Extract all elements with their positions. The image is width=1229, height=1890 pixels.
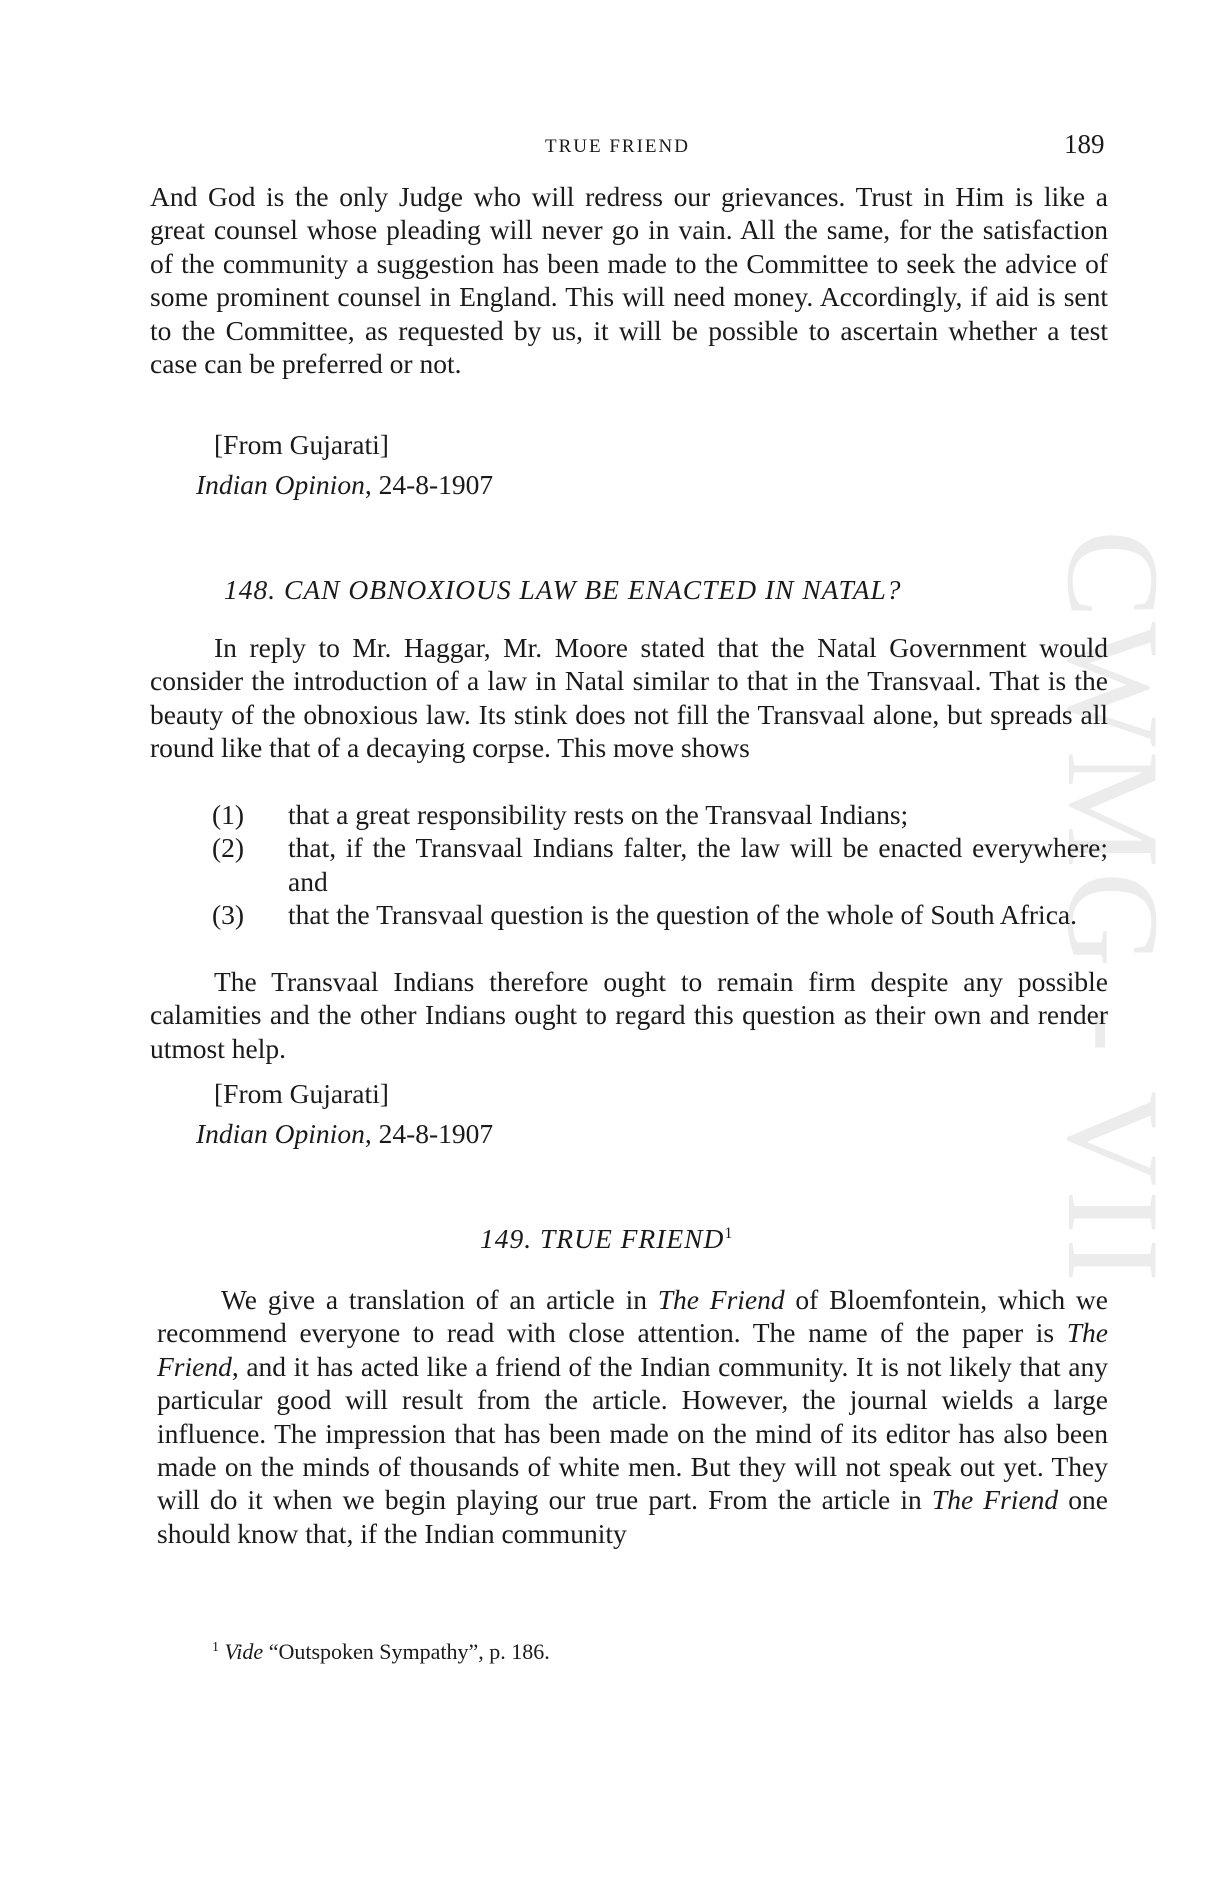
article-148-closing: The Transvaal Indians therefore ought to remain firm despite any possible calamities and the other Indians ought to regard this question as their own and render utmost help. bbox=[150, 966, 1108, 1064]
list-item-number: (2) bbox=[212, 832, 245, 864]
page-number: 189 bbox=[1064, 129, 1105, 159]
article-148-paragraph: In reply to Mr. Haggar, Mr. Moore stated that the Natal Government would consider the introduction of a law in Natal similar to that in the Transvaal. That is the beauty of the obnoxious law. Its stink does not fill the Transvaal alone, but spreads all round like that of a decaying corpse. This move shows bbox=[150, 632, 1108, 764]
list-item-text: that the Transvaal question is the question of the whole of South Africa. bbox=[288, 899, 1077, 931]
source-note: [From Gujarati] bbox=[214, 1078, 389, 1109]
publication-name: The Friend bbox=[931, 1484, 1059, 1516]
continuation-paragraph: And God is the only Judge who will redress our grievances. Trust in Him is like a great counsel whose pleading will never go in vain. All the same, for the satisfaction of the community a suggestion has been made to the Committee to seek the advice of some prominent counsel in England. This will need money. Accordingly, if aid is sent to the Committee, as requested by us, it will be possible to ascertain whether a test case can be preferred or not. bbox=[150, 181, 1108, 380]
publication-name: The Friend bbox=[657, 1284, 785, 1315]
list-item bbox=[150, 898, 1108, 931]
footnote bbox=[212, 1634, 550, 1666]
footnote-marker: 1 bbox=[724, 1225, 734, 1242]
article-148-closing-block bbox=[150, 965, 1108, 1065]
source-citation bbox=[196, 1117, 493, 1150]
publication-name: The Friend bbox=[157, 1317, 1108, 1382]
running-head: TRUE FRIEND bbox=[545, 136, 690, 157]
source-date: , 24-8-1907 bbox=[364, 1118, 494, 1149]
continuation-paragraph-block bbox=[150, 180, 1108, 380]
source-date: , 24-8-1907 bbox=[364, 469, 494, 500]
article-149-heading bbox=[480, 1223, 733, 1255]
list-item-number: (1) bbox=[212, 799, 245, 830]
article-148-heading: 148. CAN OBNOXIOUS LAW BE ENACTED IN NATAL? bbox=[224, 574, 902, 605]
article-149-paragraph bbox=[157, 1283, 1108, 1550]
text-run: one should know that, if the Indian community bbox=[157, 1484, 1108, 1549]
source-citation bbox=[196, 468, 493, 501]
text-run: , and it has acted like a friend of the Indian community. It is not likely that any particular good will result from the article. However, the journal wields a large influence. The impression that has been made on the mind of its editor has also been made on the minds of thousands of white men. But they will not speak out yet. They will do it when we begin playing our true part. From the article in bbox=[157, 1350, 1108, 1516]
list-item bbox=[150, 831, 1108, 898]
article-149-heading-text: 149. TRUE FRIEND bbox=[480, 1223, 725, 1254]
footnote-text: “Outspoken Sympathy”, p. 186. bbox=[263, 1639, 550, 1664]
article-149-body bbox=[157, 1283, 1108, 1550]
source-title: Indian Opinion bbox=[196, 469, 365, 500]
text-run: We give a translation of an article in bbox=[221, 1284, 658, 1315]
list-item-number: (3) bbox=[212, 899, 245, 931]
source-note: [From Gujarati] bbox=[214, 429, 389, 460]
source-title: Indian Opinion bbox=[196, 1118, 365, 1149]
footnote-number: 1 bbox=[212, 1640, 219, 1655]
list-item-text: that a great responsibility rests on the Transvaal Indians; bbox=[288, 799, 909, 830]
article-148-list bbox=[150, 798, 1108, 932]
list-item bbox=[150, 798, 1108, 831]
article-148-body bbox=[150, 631, 1108, 765]
text-run: of Bloemfontein, which we recommend everyone to read with close attention. The name of the paper is bbox=[157, 1284, 1108, 1349]
watermark-text: CWMG - VII bbox=[1040, 530, 1187, 1287]
list-item-text: that, if the Transvaal Indians falter, the law will be enacted everywhere; and bbox=[288, 832, 1108, 897]
footnote-vide: Vide bbox=[224, 1639, 264, 1664]
